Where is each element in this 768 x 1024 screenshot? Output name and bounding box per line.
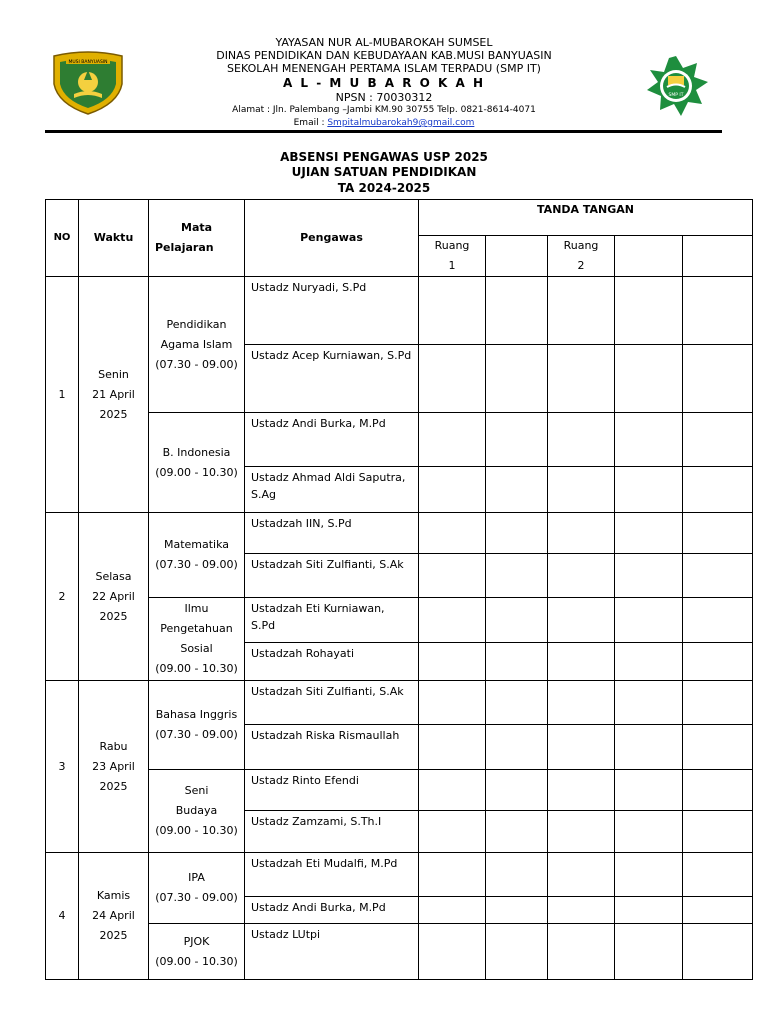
signature-cell[interactable] [486,345,548,413]
table-row [46,413,753,467]
signature-cell[interactable] [615,277,683,345]
signature-cell[interactable] [486,853,548,897]
subject-line: (09.00 - 10.30) [155,662,238,675]
header-no: NO [46,200,79,277]
proctor-name: Ustadz Andi Burka, M.Pd [245,413,419,467]
proctor-name: Ustadz Andi Burka, M.Pd [245,897,419,924]
signature-cell[interactable] [683,554,753,598]
office-name: DINAS PENDIDIKAN DAN KEBUDAYAAN KAB.MUSI BANYUASIN [216,49,552,62]
signature-cell[interactable] [419,681,486,725]
table-row [46,513,753,554]
day-date-year: 2025 [99,609,128,623]
signature-cell[interactable] [548,467,615,513]
signature-cell[interactable] [615,681,683,725]
signature-cell[interactable] [615,513,683,554]
title-line-1: ABSENSI PENGAWAS USP 2025 [280,150,488,164]
header-tanda-tangan: TANDA TANGAN [419,200,753,236]
signature-cell[interactable] [486,554,548,598]
email-line [0,117,768,130]
signature-cell[interactable] [683,345,753,413]
signature-cell[interactable] [683,725,753,770]
email-label: Email : [293,118,328,128]
signature-cell[interactable] [615,853,683,897]
signature-cell[interactable] [548,598,615,643]
signature-cell[interactable] [548,725,615,770]
proctor-name: Ustadz Zamzami, S.Th.I [245,811,419,853]
table-row [46,924,753,980]
signature-cell[interactable] [683,811,753,853]
signature-cell[interactable] [486,277,548,345]
signature-cell[interactable] [486,811,548,853]
day-date-date: 24 April [92,909,135,922]
signature-cell[interactable] [683,643,753,681]
signature-cell[interactable] [683,413,753,467]
table-row [46,770,753,811]
signature-cell[interactable] [419,643,486,681]
signature-cell[interactable] [615,554,683,598]
day-date-year: 2025 [99,779,128,793]
header-waktu: Waktu [79,200,149,277]
header-divider [45,130,722,133]
signature-cell[interactable] [419,770,486,811]
email-link[interactable]: Smpitalmubarokah9@gmail.com [327,118,475,128]
signature-cell[interactable] [548,897,615,924]
table-row [46,277,753,345]
proctor-name: Ustadzah Riska Rismaullah [245,725,419,770]
subject-line: (07.30 - 09.00) [155,728,238,741]
signature-cell[interactable] [486,770,548,811]
table-row [46,853,753,897]
sig-header-blank [486,236,548,277]
signature-cell[interactable] [486,598,548,643]
row-number: 1 [46,277,79,513]
table-row [46,598,753,643]
header-ruang-2 [548,236,615,277]
signature-cell[interactable] [548,924,615,980]
row-number: 2 [46,513,79,681]
signature-cell[interactable] [615,897,683,924]
subject-line: (07.30 - 09.00) [155,558,238,571]
signature-cell[interactable] [615,643,683,681]
proctor-name: Ustadzah Siti Zulfianti, S.Ak [245,554,419,598]
subject-line: (09.00 - 10.30) [155,954,238,968]
day-date [79,853,149,980]
signature-cell[interactable] [419,413,486,467]
signature-cell[interactable] [419,924,486,980]
subject-line: IPA [188,871,205,884]
day-date [79,277,149,513]
signature-cell[interactable] [615,811,683,853]
day-date-date: 22 April [92,589,135,603]
subject-cell [149,513,245,598]
signature-cell[interactable] [683,681,753,725]
npsn: NPSN : 70030312 [335,91,433,104]
signature-cell[interactable] [486,681,548,725]
title-line-2: UJIAN SATUAN PENDIDIKAN [291,165,477,179]
signature-cell[interactable] [615,413,683,467]
day-date-day: Senin [98,367,129,381]
signature-cell[interactable] [419,513,486,554]
signature-cell[interactable] [419,345,486,413]
school-name: A L - M U B A R O K A H [282,76,486,90]
signature-cell[interactable] [486,897,548,924]
row-number: 3 [46,681,79,853]
ruang-1-number: 1 [448,259,456,272]
signature-cell[interactable] [419,897,486,924]
ruang-2-number: 2 [577,259,585,272]
sig-header-blank [615,236,683,277]
signature-cell[interactable] [548,513,615,554]
day-date [79,681,149,853]
subject-cell [149,853,245,924]
signature-cell[interactable] [486,467,548,513]
foundation-name: YAYASAN NUR AL-MUBAROKAH SUMSEL [275,36,493,49]
subject-line: Ilmu [184,602,209,615]
signature-cell[interactable] [615,924,683,980]
subject-cell [149,681,245,770]
signature-cell[interactable] [683,853,753,897]
proctor-name: Ustadz Acep Kurniawan, S.Pd [245,345,419,413]
header-mapel-1: Mata [181,221,213,234]
signature-cell[interactable] [683,897,753,924]
subject-line: (07.30 - 09.00) [155,357,238,371]
header-pengawas: Pengawas [245,200,419,277]
signature-cell[interactable] [683,770,753,811]
proctor-name: Ustadz LUtpi [245,924,419,980]
subject-line: Bahasa Inggris [155,708,238,721]
signature-cell[interactable] [548,413,615,467]
day-date-day: Selasa [95,569,132,583]
signature-cell[interactable] [683,513,753,554]
proctor-name: Ustadzah Eti Mudalfi, M.Pd [245,853,419,897]
signature-cell[interactable] [486,924,548,980]
subject-line: Matematika [163,538,230,551]
signature-cell[interactable] [548,853,615,897]
signature-cell[interactable] [683,277,753,345]
row-number: 4 [46,853,79,980]
subject-line: Agama Islam [160,337,233,351]
signature-cell[interactable] [419,277,486,345]
subject-line: Sosial [180,642,213,655]
subject-cell [149,770,245,853]
subject-cell [149,598,245,681]
right-logo-text: SMP IT [668,93,684,98]
sig-header-blank [683,236,753,277]
header-ruang-1 [419,236,486,277]
school-type: SEKOLAH MENENGAH PERTAMA ISLAM TERPADU (SMP IT) [227,62,541,75]
table-row [46,681,753,725]
signature-cell[interactable] [683,924,753,980]
day-date-day: Rabu [99,739,128,753]
proctor-name: Ustadzah IIN, S.Pd [245,513,419,554]
day-date-day: Kamis [96,889,131,902]
title-line-3: TA 2024-2025 [337,181,431,195]
ruang-1-label: Ruang [434,239,470,252]
signature-cell[interactable] [419,467,486,513]
signature-cell[interactable] [548,811,615,853]
day-date-year: 2025 [99,929,128,942]
signature-cell[interactable] [615,345,683,413]
subject-line: Budaya [175,804,218,817]
day-date-year: 2025 [99,407,128,421]
ruang-2-label: Ruang [563,239,599,252]
subject-cell [149,277,245,413]
signature-cell[interactable] [615,725,683,770]
signature-cell[interactable] [419,853,486,897]
attendance-table [45,199,753,980]
header-mapel [149,200,245,277]
signature-cell[interactable] [419,554,486,598]
left-logo-text: MUSI BANYUASIN [68,60,108,65]
day-date-date: 21 April [92,387,135,401]
signature-cell[interactable] [548,643,615,681]
signature-cell[interactable] [419,598,486,643]
signature-cell[interactable] [615,598,683,643]
subject-line: B. Indonesia [162,445,231,459]
signature-cell[interactable] [486,513,548,554]
address: Alamat : Jln. Palembang –Jambi KM.90 30755 Telp. 0821-8614-4071 [232,105,536,115]
signature-cell[interactable] [683,598,753,643]
day-date [79,513,149,681]
signature-cell[interactable] [683,467,753,513]
signature-cell[interactable] [548,681,615,725]
table-body [46,277,753,980]
subject-line: (09.00 - 10.30) [155,465,238,479]
signature-cell[interactable] [615,770,683,811]
signature-cell[interactable] [419,811,486,853]
proctor-name: Ustadz Rinto Efendi [245,770,419,811]
signature-cell[interactable] [419,725,486,770]
subject-cell [149,413,245,513]
header-mapel-2: Pelajaran [155,241,214,254]
subject-line: (09.00 - 10.30) [155,824,238,837]
subject-cell [149,924,245,980]
subject-line: (07.30 - 09.00) [155,891,238,904]
letterhead [0,36,768,130]
proctor-name: Ustadzah Eti Kurniawan, S.Pd [245,598,419,643]
signature-cell[interactable] [486,643,548,681]
subject-line: Pengetahuan [160,622,233,635]
signature-cell[interactable] [548,277,615,345]
proctor-name: Ustadzah Rohayati [245,643,419,681]
signature-cell[interactable] [486,725,548,770]
proctor-name: Ustadz Ahmad Aldi Saputra, S.Ag [245,467,419,513]
subject-line: Seni [184,784,209,797]
signature-cell[interactable] [615,467,683,513]
day-date-date: 23 April [92,759,135,773]
proctor-name: Ustadzah Siti Zulfianti, S.Ak [245,681,419,725]
proctor-name: Ustadz Nuryadi, S.Pd [245,277,419,345]
subject-line: PJOK [183,934,210,948]
signature-cell[interactable] [486,413,548,467]
signature-cell[interactable] [548,554,615,598]
subject-line: Pendidikan [166,317,227,331]
signature-cell[interactable] [548,770,615,811]
signature-cell[interactable] [548,345,615,413]
